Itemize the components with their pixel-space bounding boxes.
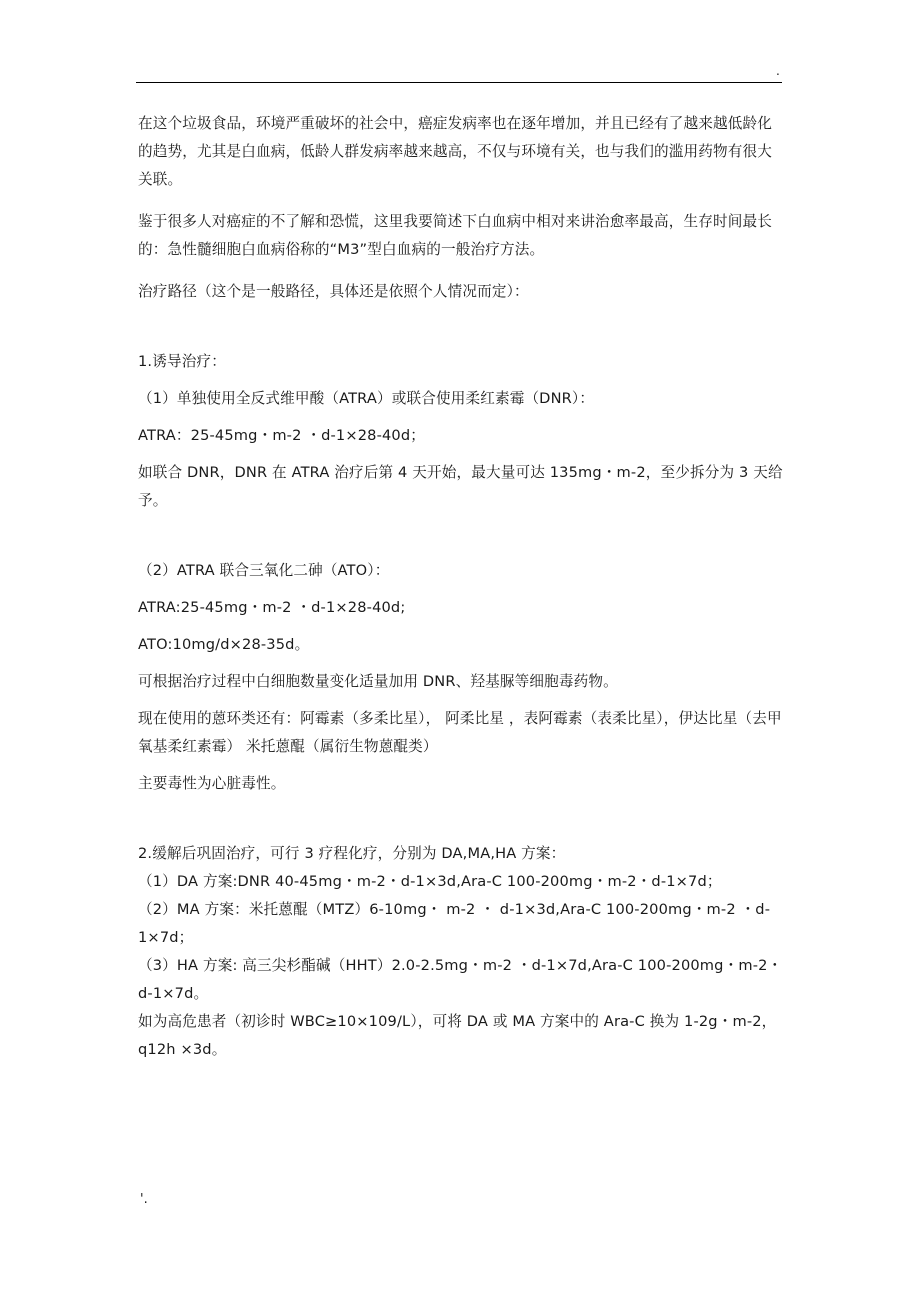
atra-dose-2: ATRA:25-45mg・m-2 ・d-1×28-40d; (138, 599, 406, 616)
ma-regimen: （2）MA 方案：米托蒽醌（MTZ）6-10mg・ m-2 ・ d-1×3d,Ara-C 100-200mg・m-2 ・d-1×7d； (138, 901, 771, 946)
high-risk-note: 如为高危患者（初诊时 WBC≥10×109/L），可将 DA 或 MA 方案中的 Ara-C 换为 1-2g・m-2，q12h ×3d。 (138, 1013, 777, 1058)
treatment-path-heading: 治疗路径（这个是一般路径，具体还是依照个人情况而定）： (138, 283, 529, 300)
cytotoxic-note: 可根据治疗过程中白细胞数量变化适量加用 DNR、羟基脲等细胞毒药物。 (138, 673, 618, 690)
document-body (138, 110, 786, 1064)
footer-mark: '. (140, 1192, 148, 1207)
header-rule (136, 82, 782, 83)
atra-dose-1: ATRA：25-45mg・m-2 ・d-1×28-40d； (138, 427, 426, 444)
induction-heading: 1.诱导治疗： (138, 353, 226, 370)
scope-paragraph: 鉴于很多人对癌症的不了解和恐慌，这里我要简述下白血病中相对来讲治愈率最高，生存时间最长的：急性髓细胞白血病俗称的“M3”型白血病的一般治疗方法。 (138, 213, 772, 258)
intro-paragraph: 在这个垃圾食品，环境严重破坏的社会中，癌症发病率也在逐年增加，并且已经有了越来越低龄化的趋势，尤其是白血病，低龄人群发病率越来越高，不仅与环境有关，也与我们的滥用药物有很大关联。 (138, 115, 772, 188)
ato-dose: ATO:10mg/d×28-35d。 (138, 636, 310, 653)
header-mark: . (776, 64, 780, 78)
dnr-note: 如联合 DNR，DNR 在 ATRA 治疗后第 4 天开始，最大量可达 135mg・m-2，至少拆分为 3 天给予。 (138, 464, 783, 509)
induction-option-1: （1）单独使用全反式维甲酸（ATRA）或联合使用柔红素霉（DNR）： (138, 390, 595, 407)
consolidation-heading: 2.缓解后巩固治疗，可行 3 疗程化疗，分别为 DA,MA,HA 方案： (138, 845, 566, 862)
induction-option-2: （2）ATRA 联合三氧化二砷（ATO）： (138, 562, 390, 579)
anthracycline-note: 现在使用的蒽环类还有：阿霉素（多柔比星）， 阿柔比星 ，表阿霉素（表柔比星），伊达比星（去甲氧基柔红素霉） 米托蒽醌（属衍生物蒽醌类） (138, 710, 782, 755)
ha-regimen: （3）HA 方案: 高三尖杉酯碱（HHT）2.0-2.5mg・m-2 ・d-1×7d,Ara-C 100-200mg・m-2・d-1×7d。 (138, 957, 783, 1002)
toxicity-note: 主要毒性为心脏毒性。 (138, 775, 286, 792)
da-regimen: （1）DA 方案:DNR 40-45mg・m-2・d-1×3d,Ara-C 100-200mg・m-2・d-1×7d； (138, 873, 722, 890)
